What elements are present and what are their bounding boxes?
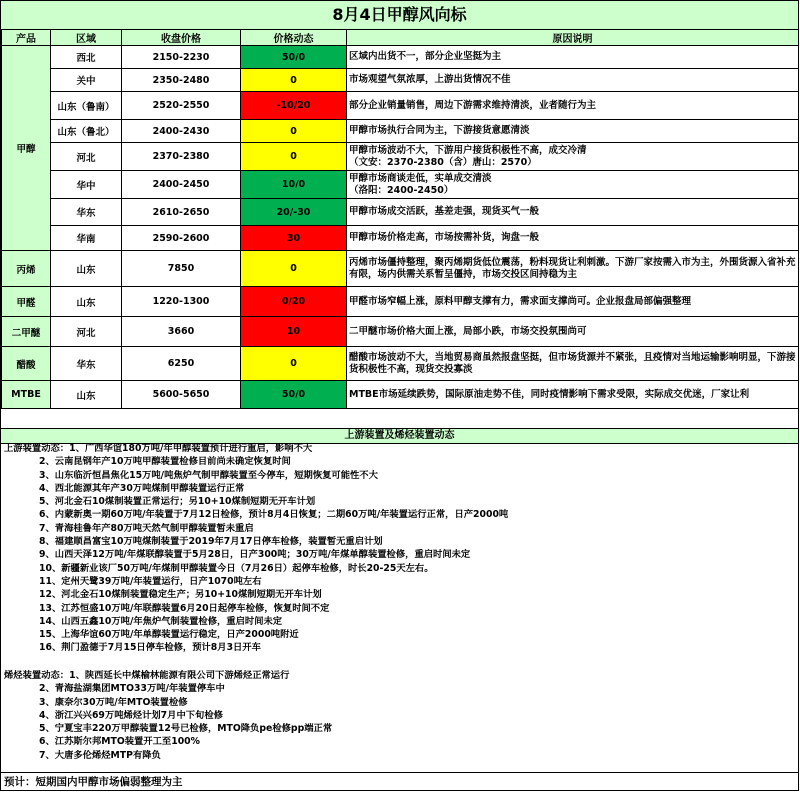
product-cell: MTBE [2, 381, 51, 409]
price-cell: 6250 [122, 347, 241, 381]
header-reason: 原因说明 [347, 30, 799, 46]
product-cell: 醋酸 [2, 347, 51, 381]
reason-cell: 甲醇市场成交活跃，基差走强，现货买气一般 [347, 199, 799, 226]
change-cell: 0 [241, 69, 347, 92]
region-cell: 山东 [51, 251, 122, 287]
table-row [2, 46, 799, 69]
page-title: 8月4日甲醇风向标 [1, 1, 798, 30]
list-item: 7、青海桂鲁年产80万吨天然气制甲醇装置暂未重启 [39, 522, 254, 534]
forecast-text: 预计：短期国内甲醇市场偏弱整理为主 [1, 772, 798, 791]
reason-cell: 甲醇市场执行合同为主，下游接货意愿清淡 [347, 120, 799, 143]
section-title: 上游装置及烯烃装置动态 [1, 428, 798, 444]
reason-cell: 丙烯市场僵持整理，聚丙烯期货低位震荡，粉料现货让利刺激。下游厂家按需入市为主，外围货源入省补充有限，场内供需关系暂呈僵持，市场交投区间持稳为主 [347, 251, 799, 287]
change-cell: 30 [241, 226, 347, 251]
region-cell: 华南 [51, 226, 122, 251]
list-item: 11、定州天鹭39万吨/年装置运行，日产1070吨左右 [39, 575, 262, 587]
olefin-list [4, 669, 332, 762]
price-cell: 2400-2430 [122, 120, 241, 143]
reason-cell: MTBE市场延续跌势，国际原油走势不佳，同时疫情影响下需求受限，实际成交优迷，厂家让利 [347, 381, 799, 409]
list-item: 2、云南昆钢年产10万吨甲醇装置检修目前尚未确定恢复时间 [39, 456, 291, 468]
region-cell: 河北 [51, 317, 122, 347]
list-item: 1、广西华谊180万吨/年甲醇装置预计进行重启，影响不大 [69, 443, 313, 454]
list-item: 5、宁夏宝丰220万甲醇装置12号已检修，MTO降负pe检修pp端正常 [39, 723, 333, 735]
region-cell: 山东（鲁南） [51, 92, 122, 120]
table-header-row [2, 30, 799, 46]
region-cell: 河北 [51, 143, 122, 171]
reason-cell: 甲醇市场商谈走低，实单成交清淡 （洛阳：2400-2450） [347, 171, 799, 199]
price-cell: 3660 [122, 317, 241, 347]
table-row [2, 199, 799, 226]
region-cell: 华东 [51, 199, 122, 226]
region-cell: 华中 [51, 171, 122, 199]
reason-cell: 甲醛市场窄幅上涨，原料甲醇支撑有力，需求面支撑尚可。企业报盘局部偏强整理 [347, 287, 799, 317]
product-cell: 二甲醚 [2, 317, 51, 347]
price-cell: 2520-2550 [122, 92, 241, 120]
table-row [2, 287, 799, 317]
list-item: 4、浙江兴兴69万吨烯烃计划7月中下旬检修 [39, 709, 223, 721]
table-row [2, 92, 799, 120]
product-cell: 甲醇 [2, 46, 51, 251]
product-cell: 丙烯 [2, 251, 51, 287]
list-item: 2、青海盐湖集团MTO33万吨/年装置停车中 [39, 683, 225, 695]
region-cell: 山东（鲁北） [51, 120, 122, 143]
price-table [1, 29, 799, 409]
upstream-label-line [4, 442, 508, 455]
reason-cell: 区域内出货不一，部分企业坚挺为主 [347, 46, 799, 69]
olefin-label: 烯烃装置动态： [4, 670, 70, 681]
reason-cell: 市场观望气氛浓厚，上游出货情况不佳 [347, 69, 799, 92]
change-cell: -10/20 [241, 92, 347, 120]
upstream-label: 上游装置动态： [4, 443, 70, 454]
table-row [2, 69, 799, 92]
list-item: 1、陕西延长中煤榆林能源有限公司下游烯烃正常运行 [69, 670, 290, 681]
table-row [2, 251, 799, 287]
change-cell: 0 [241, 347, 347, 381]
header-region: 区域 [51, 30, 122, 46]
price-cell: 2610-2650 [122, 199, 241, 226]
region-cell: 西北 [51, 46, 122, 69]
list-item: 13、江苏恒盛10万吨/年联醇装置6月20日起停车检修，恢复时间不定 [39, 602, 330, 614]
region-cell: 华东 [51, 347, 122, 381]
change-cell: 50/0 [241, 381, 347, 409]
table-row [2, 120, 799, 143]
upstream-list [4, 442, 508, 655]
list-item: 7、大唐多伦烯烃MTP有降负 [39, 749, 161, 761]
region-cell: 山东 [51, 381, 122, 409]
change-cell: 0 [241, 251, 347, 287]
table-row [2, 171, 799, 199]
olefin-label-line [4, 669, 332, 682]
change-cell: 10/0 [241, 171, 347, 199]
list-item: 4、西北能源其年产30万吨煤制甲醇装置运行正常 [39, 482, 245, 494]
reason-cell: 醋酸市场波动不大，当地贸易商虽然报盘坚挺，但市场货源并不紧张，且疫情对当地运输影响明显，下游接货积极性不高，现货交投寡淡 [347, 347, 799, 381]
price-cell: 2370-2380 [122, 143, 241, 171]
table-row [2, 347, 799, 381]
price-cell: 2150-2230 [122, 46, 241, 69]
price-cell: 5600-5650 [122, 381, 241, 409]
list-item: 14、山西五鑫10万吨/年焦炉气制装置检修，重启时间未定 [39, 615, 283, 627]
table-row [2, 381, 799, 409]
price-cell: 2590-2600 [122, 226, 241, 251]
header-change: 价格动态 [241, 30, 347, 46]
change-cell: 20/-30 [241, 199, 347, 226]
list-item: 3、康奈尔30万吨/年MTO装置检修 [39, 696, 188, 708]
change-cell: 50/0 [241, 46, 347, 69]
list-item: 6、江苏斯尔邦MTO装置开工至100% [39, 736, 200, 748]
list-item: 15、上海华谊60万吨/年单醇装置运行稳定，日产2000吨附近 [39, 629, 299, 641]
price-cell: 2400-2450 [122, 171, 241, 199]
reason-cell: 甲醇市场价格走高，市场按需补货，询盘一般 [347, 226, 799, 251]
table-row [2, 317, 799, 347]
price-cell: 2350-2480 [122, 69, 241, 92]
change-cell: 0 [241, 143, 347, 171]
price-cell: 1220-1300 [122, 287, 241, 317]
region-cell: 关中 [51, 69, 122, 92]
header-product: 产品 [2, 30, 51, 46]
reason-cell: 二甲醚市场价格大面上涨，局部小跌，市场交投氛围尚可 [347, 317, 799, 347]
table-row [2, 143, 799, 171]
change-cell: 10 [241, 317, 347, 347]
list-item: 16、荆门盈德于7月15日停车检修，预计8月3日开车 [39, 642, 261, 654]
list-item: 5、河北金石10煤制装置正常运行；另10+10煤制短期无开车计划 [39, 496, 316, 508]
change-cell: 0/20 [241, 287, 347, 317]
list-item: 9、山西天泽12万吨/年煤联醇装置于5月28日，日产300吨；30万吨/年煤单醇装置检修，重启时间未定 [39, 549, 471, 561]
product-cell: 甲醛 [2, 287, 51, 317]
region-cell: 山东 [51, 287, 122, 317]
header-price: 收盘价格 [122, 30, 241, 46]
list-item: 10、新疆新业该厂50万吨/年煤制甲醇装置今日（7月26日）起停车检修，时长20-25天左右。 [39, 562, 434, 574]
change-cell: 0 [241, 120, 347, 143]
reason-cell: 部分企业销量销售，周边下游需求维持清淡，业者随行为主 [347, 92, 799, 120]
list-item: 6、内蒙新奥一期60万吨/年装置于7月12日检修，预计8月4日恢复；二期60万吨/年装置运行正常，日产2000吨 [39, 509, 509, 521]
list-item: 8、福建顺昌富宝10万吨煤制装置于2019年7月17日停车检修，装置暂无重启计划 [39, 536, 383, 548]
price-cell: 7850 [122, 251, 241, 287]
list-item: 3、山东临沂恒昌焦化15万吨/吨焦炉气制甲醇装置至今停车，短期恢复可能性不大 [39, 469, 378, 481]
table-row [2, 226, 799, 251]
list-item: 12、河北金石10煤制装置稳定生产；另10+10煤制短期无开车计划 [39, 589, 322, 601]
reason-cell: 甲醇市场波动不大，下游用户接货积极性不高，成交冷清 （文安：2370-2380（含）唐山：2570） [347, 143, 799, 171]
